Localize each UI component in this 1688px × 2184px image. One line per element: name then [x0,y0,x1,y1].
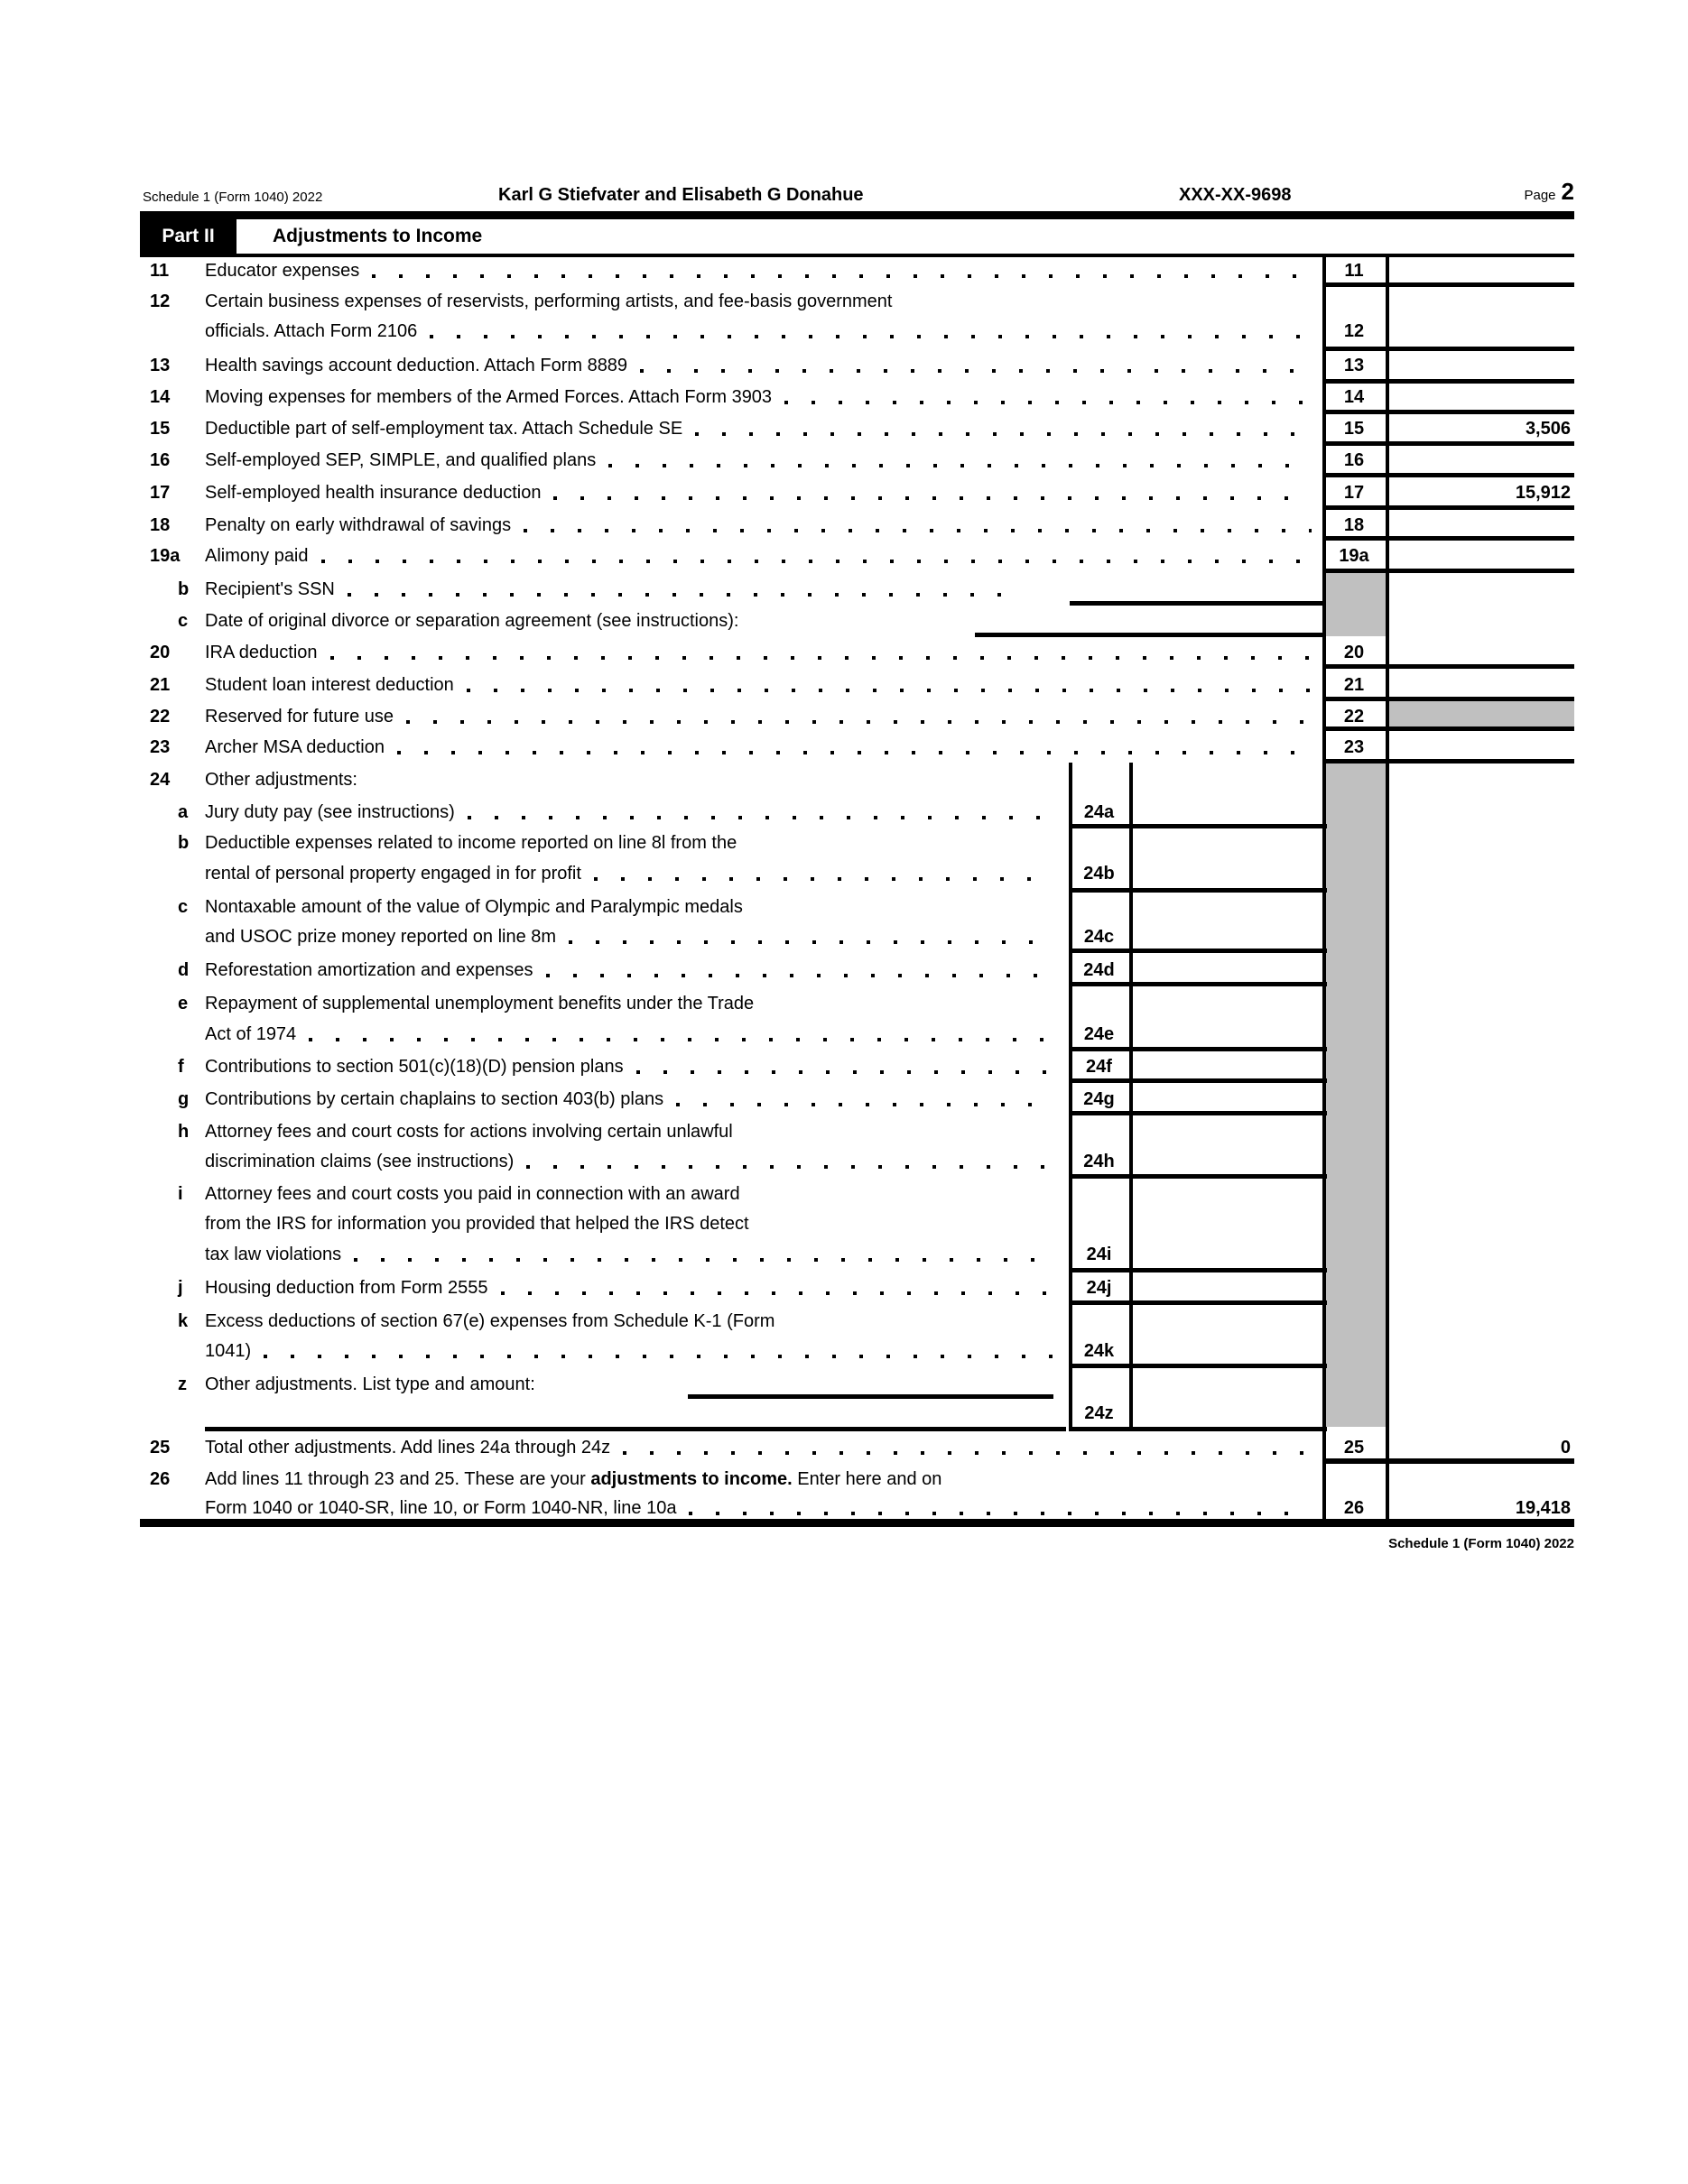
line-24i-row [205,1244,1056,1265]
line-24a-box-number: 24a [1083,802,1115,822]
line-25-amount: 0 [1560,1438,1571,1458]
line-12-box-number: 12 [1343,321,1365,341]
shaded-cell-line22-amount [1389,700,1574,726]
line-24g-row [205,1088,1056,1110]
line-14-label: Moving expenses for members of the Armed Forces. Attach Form 3903 [205,387,773,407]
line-20-label: IRA deduction [205,643,318,662]
dot-leader [594,877,1054,881]
dot-leader [501,1291,1055,1295]
line-13-number: 13 [150,356,171,375]
line-24a-label: Jury duty pay (see instructions) [205,802,455,822]
line-15-label: Deductible part of self-employment tax. Attach Schedule SE [205,419,683,439]
line-24a-row [205,801,1056,823]
rule-under-14 [1322,410,1574,414]
header-ssn: XXX-XX-9698 [1179,185,1292,205]
dot-leader [397,751,1312,754]
line-24j-box-number: 24j [1086,1278,1112,1298]
line-24k-label-1: Excess deductions of section 67(e) expenses from Schedule K-1 (Form [205,1311,775,1331]
rule-under-16 [1322,473,1574,477]
shaded-cell-19bc [1326,572,1386,636]
line-21-label: Student loan interest deduction [205,675,454,695]
rule-under-24i [1069,1268,1327,1272]
line-23-number: 23 [150,737,171,757]
line-23-box-number: 23 [1343,737,1365,757]
line-11-label: Educator expenses [205,261,360,281]
form-bottom-rule [140,1519,1574,1527]
dot-leader [468,816,1054,819]
line-18-row [205,514,1313,536]
line-24d-row [205,959,1056,981]
line-24a-letter: a [178,802,189,822]
line-26-number: 26 [150,1469,171,1489]
dot-leader [689,1512,1312,1515]
line-24b-row [205,863,1056,884]
shaded-strip-line24-block [1326,763,1386,1427]
line-24h-label-1: Attorney fees and court costs for actions involving certain unlawful [205,1122,733,1142]
line-24c-box-number: 24c [1083,927,1115,947]
line-19c-letter: c [178,611,189,631]
rule-under-24k [1069,1364,1327,1368]
line-24-number: 24 [150,770,171,790]
line-24z-writein-underline-2 [205,1427,1066,1431]
dot-leader [372,274,1312,278]
rule-under-21 [1322,697,1574,701]
line-17-row [205,482,1313,504]
rule-under-24f [1069,1078,1327,1083]
dot-leader [526,1165,1054,1169]
line-24c-row [205,926,1056,948]
line-24c-letter: c [178,897,189,917]
line-24b-label-1: Deductible expenses related to income reported on line 8l from the [205,833,737,853]
part2-bottom-rule [140,254,1574,257]
line-20-row [205,642,1313,663]
line-15-amount: 3,506 [1525,419,1571,439]
line-26-label-1 [205,1468,941,1490]
line-25-number: 25 [150,1438,171,1458]
line-24j-letter: j [178,1278,183,1298]
rule-under-24z [1069,1427,1327,1431]
line-18-number: 18 [150,515,171,535]
line-15-number: 15 [150,419,171,439]
line-26-label-emphasis: adjustments to income. [590,1469,793,1489]
line-18-label: Penalty on early withdrawal of savings [205,515,512,535]
line-24f-box-number: 24f [1086,1057,1112,1077]
amount-column-left-border [1386,257,1389,1522]
line-14-number: 14 [150,387,171,407]
rule-under-23 [1322,759,1574,763]
dot-leader [430,335,1312,338]
dot-leader [264,1355,1054,1358]
line-20-box-number: 20 [1343,643,1365,662]
header-page-indicator [1408,180,1574,204]
dot-leader [354,1258,1054,1262]
line-16-number: 16 [150,450,171,470]
line-24h-letter: h [178,1122,190,1142]
rule-under-19a [1322,569,1574,573]
line-22-label: Reserved for future use [205,707,394,726]
line-12-number: 12 [150,292,171,311]
dot-leader [546,974,1054,977]
rule-under-24j [1069,1300,1327,1305]
rule-under-11 [1322,282,1574,287]
line-24i-label-2: from the IRS for information you provided that helped the IRS detect [205,1214,749,1234]
line-24e-letter: e [178,994,189,1013]
line-22-row [205,706,1313,727]
line-11-number: 11 [150,261,170,281]
line-11-row [205,260,1313,282]
line-19a-row [205,545,1313,567]
line-24f-letter: f [178,1057,184,1077]
line-24j-label: Housing deduction from Form 2555 [205,1278,488,1298]
line-24e-box-number: 24e [1083,1024,1115,1044]
line-24d-box-number: 24d [1083,960,1115,980]
dot-leader [524,529,1312,532]
line-21-number: 21 [150,675,171,695]
line-16-box-number: 16 [1343,450,1365,470]
dot-leader [553,496,1312,500]
line-24i-letter: i [178,1184,183,1204]
line-24b-letter: b [178,833,190,853]
line-24-label: Other adjustments: [205,770,357,790]
line-24z-writein-underline-1 [688,1394,1053,1399]
line-21-box-number: 21 [1343,675,1365,695]
line-15-row [205,418,1313,440]
header-form-id: Schedule 1 (Form 1040) 2022 [143,190,323,205]
line-19a-box-number: 19a [1339,546,1369,566]
line-24e-row [205,1023,1056,1045]
line-24h-row [205,1151,1056,1172]
dot-leader [636,1070,1054,1074]
dot-leader [676,1103,1054,1106]
rule-under-12 [1322,347,1574,351]
rule-under-24g [1069,1111,1327,1115]
line-24k-letter: k [178,1311,189,1331]
rule-under-24d [1069,982,1327,986]
line-15-box-number: 15 [1343,419,1365,439]
line-24i-box-number: 24i [1086,1245,1112,1264]
rule-under-24a [1069,824,1327,828]
line-24d-label: Reforestation amortization and expenses [205,960,533,980]
rule-under-15 [1322,441,1574,446]
line-24f-label: Contributions to section 501(c)(18)(D) pension plans [205,1057,624,1077]
line-24z-label: Other adjustments. List type and amount: [205,1374,535,1394]
dot-leader [321,560,1312,563]
inner-amount-column-left-border [1129,763,1133,1430]
footer-form-id: Schedule 1 (Form 1040) 2022 [1388,1536,1574,1551]
line-19a-number: 19a [150,546,181,566]
line-24f-row [205,1056,1056,1078]
dot-leader [467,689,1312,692]
line-13-label: Health savings account deduction. Attach Form 8889 [205,356,628,375]
line-24i-label-1: Attorney fees and court costs you paid in connection with an award [205,1184,740,1204]
dot-leader [695,432,1312,436]
line-25-row [205,1437,1313,1458]
line-24h-box-number: 24h [1083,1152,1115,1171]
line-26-label-2: Form 1040 or 1040-SR, line 10, or Form 1040-NR, line 10a [205,1498,677,1518]
rule-under-18 [1322,536,1574,541]
line-24c-label-2: and USOC prize money reported on line 8m [205,927,557,947]
line-13-box-number: 13 [1343,356,1365,375]
line-12-row [205,320,1313,342]
line-19b-writein-underline [1070,601,1324,606]
dot-leader [309,1038,1054,1041]
line-24h-label-2: discrimination claims (see instructions) [205,1152,515,1171]
dot-leader [640,369,1312,373]
line-24d-letter: d [178,960,190,980]
dot-leader [784,401,1312,404]
line-14-row [205,386,1313,408]
rule-under-20 [1322,664,1574,669]
dot-leader [608,464,1312,467]
line-24b-box-number: 24b [1083,864,1115,884]
line-24j-row [205,1277,1056,1299]
line-25-label: Total other adjustments. Add lines 24a through 24z [205,1438,611,1458]
line-21-row [205,674,1313,696]
line-26-box-number: 26 [1343,1498,1365,1518]
line-17-label: Self-employed health insurance deduction [205,483,542,503]
rule-under-13 [1322,379,1574,384]
line-22-number: 22 [150,707,171,726]
line-16-label: Self-employed SEP, SIMPLE, and qualified plans [205,450,597,470]
rule-under-24c [1069,949,1327,953]
part2-title: Adjustments to Income [273,226,483,246]
line-26-amount: 19,418 [1515,1498,1571,1518]
line-19a-label: Alimony paid [205,546,309,566]
dot-leader [406,720,1312,724]
line-19b-label: Recipient's SSN [205,579,335,599]
line-25-box-number: 25 [1343,1438,1365,1458]
rule-under-24h [1069,1174,1327,1179]
line-19c-label: Date of original divorce or separation agreement (see instructions): [205,611,739,631]
rule-under-17 [1322,505,1574,510]
line-12-label-2: officials. Attach Form 2106 [205,321,418,341]
rule-under-24e [1069,1047,1327,1051]
line-16-row [205,449,1313,471]
line-26-label-pre: Add lines 11 through 23 and 25. These are your [205,1469,591,1489]
dot-leader [569,940,1054,944]
page-number: 2 [1561,178,1574,205]
line-24k-box-number: 24k [1083,1341,1115,1361]
line-24z-letter: z [178,1374,187,1394]
line-24e-label-1: Repayment of supplemental unemployment benefits under the Trade [205,994,755,1013]
header-divider [140,211,1574,219]
line-23-label: Archer MSA deduction [205,737,385,757]
line-22-box-number: 22 [1343,707,1365,726]
line-26-row [205,1497,1313,1519]
header-taxpayer-names: Karl G Stiefvater and Elisabeth G Donahue [498,185,864,205]
line-24k-row [205,1340,1056,1362]
line-24g-label: Contributions by certain chaplains to section 403(b) plans [205,1089,664,1109]
rule-under-24b [1069,888,1327,893]
line-26-label-post: Enter here and on [792,1469,942,1489]
line-12-label-1: Certain business expenses of reservists, performing artists, and fee-basis government [205,292,893,311]
line-18-box-number: 18 [1343,515,1365,535]
line-17-amount: 15,912 [1515,483,1571,503]
line-24g-letter: g [178,1089,190,1109]
line-24k-label-2: 1041) [205,1341,252,1361]
line-19b-row [205,578,1017,600]
page-label: Page [1524,188,1556,203]
line-19b-letter: b [178,579,190,599]
line-17-number: 17 [150,483,171,503]
line-20-number: 20 [150,643,171,662]
line-24e-label-2: Act of 1974 [205,1024,297,1044]
line-24g-box-number: 24g [1083,1089,1115,1109]
line-23-row [205,736,1313,758]
line-24c-label-1: Nontaxable amount of the value of Olympic and Paralympic medals [205,897,743,917]
part2-label-box: Part II [140,211,237,257]
line-19c-writein-underline [975,633,1324,637]
line-11-box-number: 11 [1344,261,1364,281]
dot-leader [330,656,1312,660]
dot-leader [348,593,1016,597]
line-13-row [205,355,1313,376]
rule-under-25 [1322,1458,1574,1464]
line-24i-label-3: tax law violations [205,1245,342,1264]
line-24z-box-number: 24z [1084,1403,1114,1423]
dot-leader [623,1451,1312,1455]
line-17-box-number: 17 [1343,483,1365,503]
line-24b-label-2: rental of personal property engaged in for profit [205,864,581,884]
line-14-box-number: 14 [1343,387,1365,407]
